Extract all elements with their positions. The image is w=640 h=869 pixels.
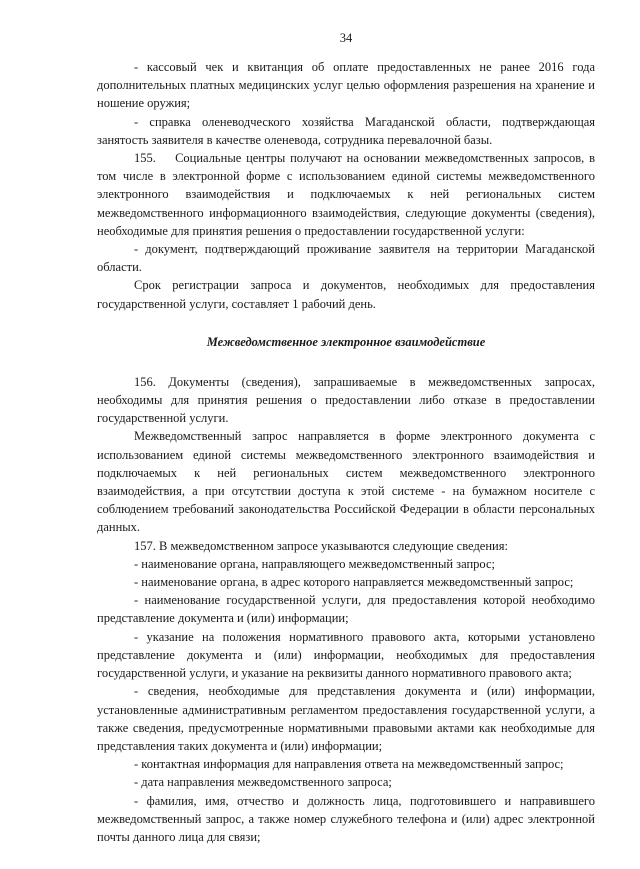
list-item-responsible-person: - фамилия, имя, отчество и должность лица, подготовившего и направившего межведомственный запрос, а также номер служебного телефона и (или) адрес электронной почты данного лица для связи;: [97, 793, 595, 844]
list-item-service-name: - наименование государственной услуги, для предоставления которой необходимо представление документа и (или) информации;: [97, 593, 595, 626]
list-item-request-date: - дата направления межведомственного запроса;: [134, 775, 392, 790]
section-heading: Межведомственное электронное взаимодействие: [206, 334, 486, 349]
paragraph-request-form: Межведомственный запрос направляется в форме электронного документа с использованием единой системы межведомственного электронного взаимодействия и подключаемых к ней региональных систем межведомственного электронного взаимодействия, а при отсутствии доступа к этой системе - на бумажном носителе с соблюдением требований законодательства Российской Федерации в области персональных данных.: [97, 429, 595, 535]
list-item-legal-act: - указание на положения нормативного правового акта, которыми установлено представление документа и (или) информации, необходимых для предоставления государственной услуги, и указание на реквизиты данного нормативного правового акта;: [97, 629, 595, 681]
paragraph-157: 157. В межведомственном запросе указываются следующие сведения:: [134, 538, 508, 553]
paragraph-cash-receipt: - кассовый чек и квитанция об оплате предоставленных не ранее 2016 года дополнительных платных медицинских услуг целью оформления разрешения на хранение и ношение оружия;: [97, 60, 595, 111]
paragraph-reindeer-certificate: - справка оленеводческого хозяйства Магаданской области, подтверждающая занятость заявителя в качестве оленевода, сотрудника перевалочной базы.: [97, 114, 595, 147]
list-item-requesting-body: - наименование органа, направляющего межведомственный запрос;: [134, 556, 496, 571]
list-item-contact-info: - контактная информация для направления ответа на межведомственный запрос;: [134, 757, 564, 772]
paragraph-residence-document: - документ, подтверждающий проживание заявителя на территории Магаданской области.: [97, 242, 595, 275]
paragraph-156: 156. Документы (сведения), запрашиваемые в межведомственных запросах, необходимы для принятия решения о предоставлении либо отказе в предоставлении государственной услуги.: [97, 374, 595, 426]
paragraph-registration-term: Срок регистрации запроса и документов, необходимых для предоставления государственной услуги, составляет 1 рабочий день.: [97, 278, 595, 311]
document-body: [97, 58, 595, 846]
paragraph-155: 155. Социальные центры получают на основании межведомственных запросов, в том числе в электронной форме с использованием единой системы межведомственного электронного взаимодействия и подключаемых к ней региональных систем межведомственного информационного взаимодействия, следующие документы (сведения), необходимые для принятия решения о предоставлении государственной услуги:: [97, 151, 595, 238]
page-number: 34: [339, 31, 353, 45]
list-item-required-info: - сведения, необходимые для представления документа и (или) информации, установленные административным регламентом предоставления государственной услуги, а также сведения, предусмотренные нормативными правовыми актами как необходимые для представления таких документа и (или) информации;: [97, 684, 595, 753]
list-item-receiving-body: - наименование органа, в адрес которого направляется межведомственный запрос;: [134, 575, 574, 590]
